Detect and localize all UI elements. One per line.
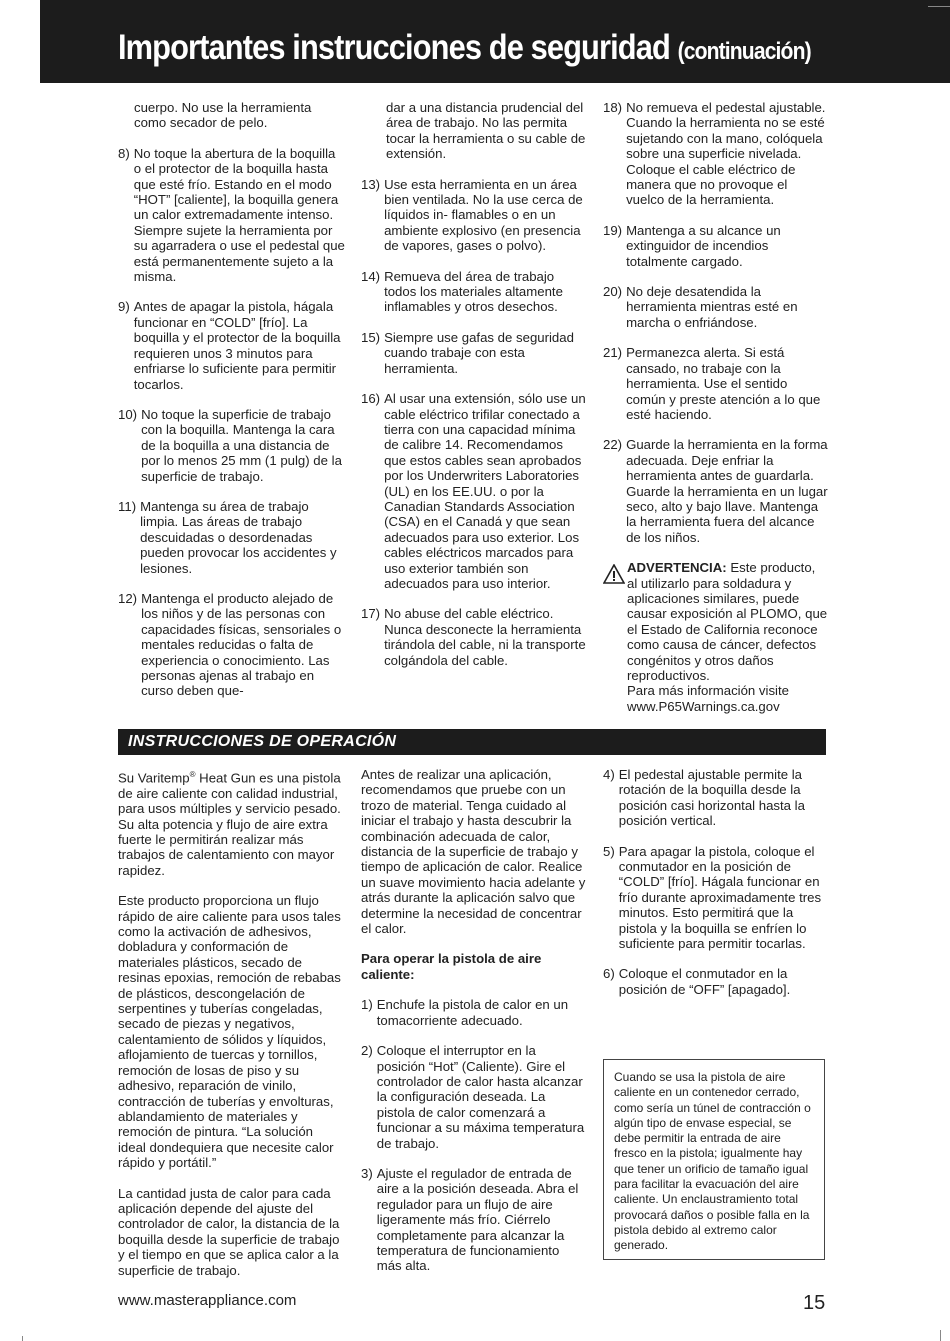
list-item: [361, 177, 587, 254]
item-text: No toque la superficie de trabajo con la boquilla. Mantenga la cara de la boquilla a una distancia de por lo menos 25 mm (1 pulg) de la superficie de trabajo.: [141, 406, 342, 484]
warning-url-link[interactable]: www.P65Warnings.ca.gov: [627, 698, 780, 714]
item-text: Permanezca alerta. Si está cansado, no trabaje con la herramienta. Use el sentido común y preste atención a lo que esté haciendo.: [626, 345, 821, 422]
item-text: No abuse del cable eléctrico. Nunca desconecte la herramienta tirándola del cable, ni la transporte colgándola del cable.: [384, 606, 586, 668]
item-number: 21): [603, 345, 623, 361]
list-item: [361, 997, 587, 1028]
item-number: 5): [603, 843, 615, 859]
item-text: Enchufe la pistola de calor en un tomacorriente adecuado.: [376, 997, 569, 1028]
note-text: Cuando se usa la pistola de aire caliente en un contenedor cerrado, como sería un túnel de contracción o algún tipo de envase especial, se debe permitir la entrada de aire fresco en la pistola; igualmente hay que tener un orificio de tamaño igual para facilitar la evacuación del aire caliente. Un enclaustramiento total provocará daños o posible falla en la pistola debido al extremo calor generado.: [614, 1070, 811, 1253]
list-item: [603, 966, 829, 997]
page-number: 15: [803, 1292, 826, 1314]
prop65-warning: [603, 560, 828, 714]
list-item: [118, 591, 346, 699]
warning-text: Este producto, al utilizarlo para soldadura y aplicaciones similares, puede causar exposición al PLOMO, que el Estado de California reconoce como causa de cáncer, defectos congénitos y otros daños reproductivos.: [627, 560, 828, 683]
list-item: [603, 844, 829, 952]
crop-mark: [940, 1330, 941, 1341]
item-number: 10): [118, 406, 138, 422]
item-number: 8): [118, 145, 130, 161]
continued-text: cuerpo. No use la herramienta como secador de pelo.: [134, 100, 312, 131]
uses-paragraph: Este producto proporciona un flujo rápido de aire caliente para usos tales como la activación de adhesivos, dobladura y conformación de materiales plásticos, secado de resinas epoxias, remoción de rebabas de plásticos, descongelación de serpentines y tuberías congeladas, secado de piezas y negativos, calentamiento de sólidos y líquidos, aflojamiento de tuercas y tornillos, remoción de losas de piso y su adhesivo, reparación de vinilo, contracción de tuberías y envolturas, ablandamiento de materiales y remoción de pintura. “La solución ideal dondequiera que necesite calor rápido y portátil.”: [118, 893, 341, 1171]
item-number: 19): [603, 222, 623, 238]
intro-paragraph: [118, 767, 344, 878]
list-item: [118, 299, 346, 391]
subheading: Para operar la pistola de aire caliente:: [361, 951, 542, 982]
item-text: Siempre use gafas de seguridad cuando trabaje con esta herramienta.: [384, 329, 574, 376]
item-number: 11): [118, 498, 137, 514]
item-number: 6): [603, 966, 615, 982]
brand-name: Su Varitemp: [118, 770, 190, 786]
safety-column-3: [603, 100, 828, 714]
title-text: Importantes instrucciones de seguridad: [118, 28, 670, 67]
item-text: Use esta herramienta en un área bien ventilada. No la use cerca de líquidos in- flamables o en un ambiente explosivo (en presencia de vapores, gases o polvo).: [384, 176, 583, 254]
footer-url-link[interactable]: www.masterappliance.com: [118, 1292, 297, 1309]
list-item: [361, 269, 587, 315]
item-text: Al usar una extensión, sólo use un cable eléctrico trifilar conectado a tierra con una capacidad mínima de calibre 14. Recomendamos que estos cables sean aprobados por los Underwriters Laboratories (UL) en los EE.UU. o por la Canadian Standards Association (CSA) en el Canadá y que sean adecuados para uso exterior. Los cables eléctricos marcados para uso exterior también son adecuados para uso interior.: [384, 391, 586, 591]
item-text: Remueva del área de trabajo todos los materiales altamente inflamables y otros desechos.: [384, 268, 563, 315]
test-paragraph: Antes de realizar una aplicación, recomendamos que pruebe con un trozo de material. Tenga cuidado al iniciar el trabajo y hasta descubrir la combinación adecuada de calor, distancia de la superficie de trabajo y tiempo de aplicación de calor. Realice un suave movimiento hacia adelante y atrás durante la aplicación salvo que determine la necesidad de concentrar el calor.: [361, 767, 586, 937]
item-number: 17): [361, 606, 381, 622]
item-number: 18): [603, 100, 623, 115]
item-number: 16): [361, 391, 381, 407]
title-suffix: (continuación): [677, 38, 811, 65]
item-number: 2): [361, 1043, 373, 1059]
item-number: 14): [361, 268, 381, 284]
list-item: [603, 767, 829, 829]
safety-column-2: [361, 100, 587, 683]
item-text: El pedestal ajustable permite la rotación de la boquilla desde la posición casi horizontal hasta la posición vertical.: [618, 767, 805, 829]
list-item: [361, 606, 587, 668]
list-item: [118, 146, 346, 285]
item-text: Para apagar la pistola, coloque el conmutador en la posición de “COLD” [frío]. Hágala funcionar en frío durante aproximadamente tres minutos. Esto permitirá que la pistola y la boquilla se enfríen lo suficiente para permitir tocarlas.: [618, 843, 822, 952]
item-text: No toque la abertura de la boquilla o el protector de la boquilla hasta que esté frío. Estando en el modo “HOT” [caliente], la boquilla genera un calor extremadamente intenso. Siempre sujete la herramienta por su agarradera o use el pedestal que está permanentemente sujeto a la misma.: [133, 145, 345, 285]
list-item: [603, 100, 828, 208]
operation-column-2: [361, 767, 587, 1289]
safety-column-1: [118, 100, 346, 714]
list-item: [361, 330, 587, 376]
page-title: [118, 28, 811, 68]
item-text: Mantenga el producto alejado de los niños y de las personas con capacidades físicas, sensoriales o mentales reducidas o falta de experiencia o conocimiento. Las personas ajenas al trabajo en curso deben que-: [141, 590, 342, 699]
list-item: [361, 1166, 587, 1274]
enclosure-note-box: [603, 1059, 825, 1260]
list-item: [603, 284, 828, 330]
registered-mark: ®: [189, 770, 196, 779]
warning-more: Para más información visite: [627, 683, 789, 699]
crop-mark: [928, 6, 950, 7]
item-number: 1): [361, 997, 373, 1013]
operation-column-3: [603, 767, 829, 1012]
item-number: 20): [603, 284, 623, 300]
warning-label: ADVERTENCIA:: [627, 560, 727, 576]
item-number: 3): [361, 1165, 373, 1181]
intro-text: Heat Gun es una pistola de aire caliente con calidad industrial, para usos múltiples y servicio pesado. Su alta potencia y flujo de aire extra fuerte le permitirán realizar más trabajos de calentamiento con mayor rapidez.: [118, 770, 341, 878]
item-number: 4): [603, 767, 615, 782]
list-item: [118, 499, 346, 576]
item-text: Guarde la herramienta en la forma adecuada. Deje enfriar la herramienta antes de guardarla. Guarde la herramienta en un lugar seco, alto y bajo llave. Mantenga la herramienta fuera del alcance de los niños.: [626, 437, 828, 545]
item-text: Mantenga a su alcance un extinguidor de incendios totalmente cargado.: [626, 222, 781, 269]
item-number: 13): [361, 176, 381, 192]
section-heading-bar: [118, 729, 826, 755]
item-text: No deje desatendida la herramienta mientras esté en marcha o enfriándose.: [626, 284, 798, 330]
list-item: [118, 407, 346, 484]
item-text: Mantenga su área de trabajo limpia. Las áreas de trabajo descuidadas o desordenadas pueden provocar los accidentes y lesiones.: [140, 498, 337, 576]
heat-paragraph: La cantidad justa de calor para cada aplicación depende del ajuste del controlador de calor, la distancia de la boquilla desde la superficie de trabajo y el tiempo en que se aplica calor a la superficie de trabajo.: [118, 1185, 340, 1278]
item-text: Antes de apagar la pistola, hágala funcionar en “COLD” [frío]. La boquilla y el protector de la boquilla requieren unos 3 minutos para enfriarse lo suficiente para permitir tocarlos.: [133, 299, 341, 392]
list-item: [361, 1043, 587, 1151]
item-number: 9): [118, 299, 130, 315]
section-title: INSTRUCCIONES DE OPERACIÓN: [128, 733, 397, 750]
warning-triangle-icon: [603, 564, 627, 714]
crop-mark: [22, 1336, 23, 1341]
item-number: 15): [361, 329, 381, 345]
page-header: [40, 0, 950, 83]
item-text: Coloque el interruptor en la posición “Hot” (Caliente). Gire el controlador de calor hasta alcanzar la configuración deseada. La pistola de calor comenzará a funcionar a su máxima temperatura de trabajo.: [376, 1043, 585, 1151]
continued-text: dar a una distancia prudencial del área de trabajo. No las permita tocar la herramienta o su cable de extensión.: [386, 100, 586, 162]
item-text: Coloque el conmutador en la posición de “OFF” [apagado].: [618, 966, 791, 997]
list-item: [361, 391, 587, 591]
item-text: Ajuste el regulador de entrada de aire a la posición deseada. Abra el regulador para un flujo de aire ligeramente más frío. Ciérrelo completamente para alcanzar la temperatura de funcionamiento más alta.: [376, 1165, 579, 1274]
list-item: [603, 345, 828, 422]
item-text: No remueva el pedestal ajustable. Cuando la herramienta no se esté sujetando con la mano, colóquela sobre una superficie nivelada. Coloque el cable eléctrico de manera que no provoque el vuelco de la herramienta.: [626, 100, 826, 208]
operation-column-1: [118, 767, 344, 1293]
item-number: 12): [118, 590, 138, 606]
list-item: [603, 437, 828, 545]
item-number: 22): [603, 437, 623, 453]
list-item: [603, 223, 828, 269]
